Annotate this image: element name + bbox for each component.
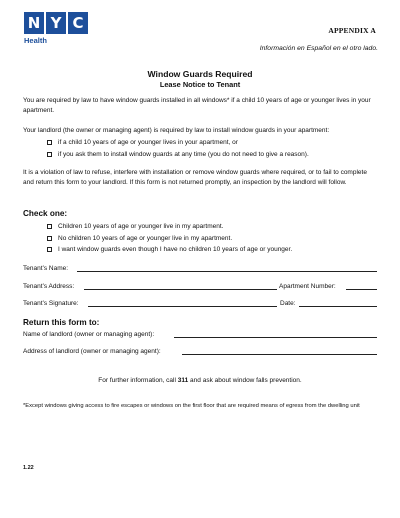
landlord-name-field[interactable] [174, 337, 377, 338]
tenant-name-field[interactable] [77, 271, 377, 272]
tenant-address-label: Tenant’s Address: [23, 283, 75, 290]
tenant-signature-label: Tenant’s Signature: [23, 300, 79, 307]
landlord-option-request [47, 150, 309, 159]
tenant-signature-field[interactable] [88, 306, 277, 307]
form-title: Window Guards Required [147, 69, 253, 79]
landlord-option-child [47, 138, 238, 147]
apartment-number-field[interactable] [346, 289, 377, 290]
spanish-note: Información en Español en el otro lado. [259, 45, 378, 52]
logo-letter-c: C [68, 12, 88, 34]
option-label: if you ask them to install window guards at any time (you do not need to give a reason). [58, 151, 309, 158]
landlord-address-label: Address of landlord (owner or managing agent): [23, 348, 161, 355]
tenant-name-label: Tenant’s Name: [23, 265, 69, 272]
check-option-want-guards[interactable] [47, 245, 292, 254]
date-field[interactable] [299, 306, 377, 307]
checkbox-icon [47, 140, 52, 145]
appendix-label: APPENDIX A [328, 26, 376, 35]
check-option-children[interactable] [47, 222, 223, 231]
info-phone-number: 311 [177, 377, 189, 384]
landlord-address-field[interactable] [182, 354, 377, 355]
info-text-after: and ask about window falls prevention. [188, 377, 302, 384]
checkbox[interactable] [47, 236, 52, 241]
checkbox-icon [47, 152, 52, 157]
footnote: *Except windows giving access to fire escapes or windows on the first floor that are required means of egress from the dwelling unit [23, 403, 360, 409]
return-heading: Return this form to: [23, 318, 100, 327]
form-subtitle: Lease Notice to Tenant [159, 80, 241, 89]
nyc-logo-mark [24, 12, 88, 34]
option-label: I want window guards even though I have no children 10 years of age or younger. [58, 246, 293, 253]
apartment-number-label: Apartment Number: [279, 283, 336, 290]
checkbox[interactable] [47, 224, 52, 229]
date-label: Date: [280, 300, 296, 307]
tenant-address-field[interactable] [84, 289, 277, 290]
landlord-paragraph: Your landlord (the owner or managing agent) is required by law to install window guards in your apartment: [23, 127, 330, 134]
nyc-health-logo [24, 12, 88, 45]
logo-letter-n: N [24, 12, 44, 34]
logo-letter-y: Y [46, 12, 66, 34]
logo-subtitle: Health [24, 36, 47, 45]
checkbox[interactable] [47, 247, 52, 252]
option-label: if a child 10 years of age or younger lives in your apartment, or [58, 139, 238, 146]
landlord-name-label: Name of landlord (owner or managing agent): [23, 331, 155, 338]
option-label: No children 10 years of age or younger live in my apartment. [58, 235, 233, 242]
further-info [0, 377, 400, 384]
info-text-before: For further information, call [98, 377, 178, 384]
violation-paragraph: It is a violation of law to refuse, interfere with installation or remove window guards where required, or to fail to complete and return this form to your landlord. If this form is not returned promptly, an inspection by the landlord will follow. [23, 169, 367, 186]
check-one-heading: Check one: [23, 209, 68, 218]
intro-paragraph: You are required by law to have window guards installed in all windows* if a child 10 years of age or younger lives in your apartment. [23, 97, 371, 114]
option-label: Children 10 years of age or younger live in my apartment. [58, 223, 224, 230]
page-code: 1.22 [23, 465, 34, 471]
check-option-no-children[interactable] [47, 234, 232, 243]
